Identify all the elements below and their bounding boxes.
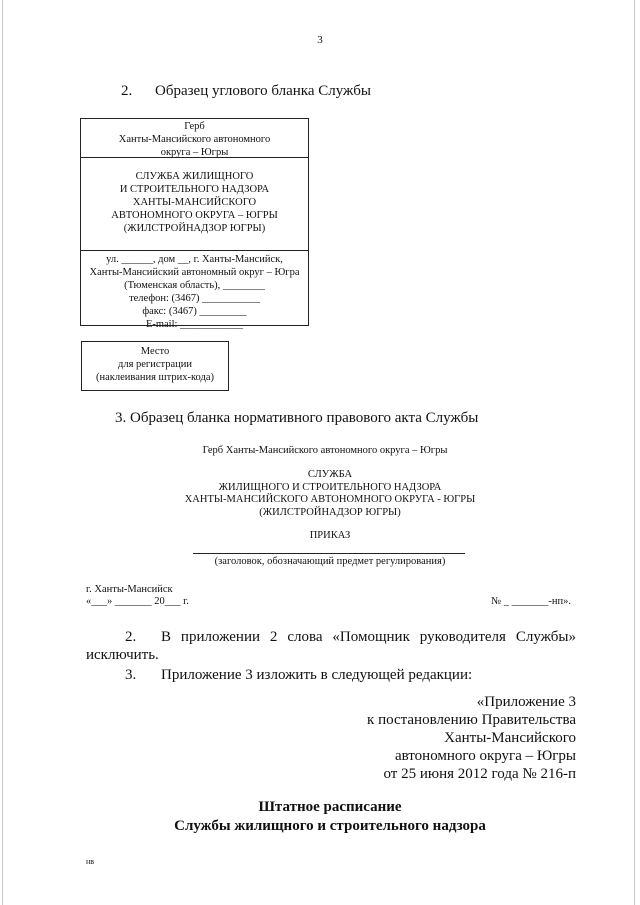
paragraph-3 (125, 666, 472, 684)
act-agency-line: (ЖИЛСТРОЙНАДЗОР ЮГРЫ) (259, 506, 401, 518)
heading-caption: (заголовок, обозначающий предмет регулирования) (214, 556, 446, 567)
paragraph-2-text: В приложении 2 слова «Помощник руководителя Службы» (161, 629, 576, 645)
section3-heading: 3. Образец бланка нормативного правового акта Службы (115, 410, 479, 426)
staff-schedule-title: Штатное расписание (258, 799, 402, 815)
corner-form-box (80, 118, 309, 330)
left-page-edge (2, 0, 3, 905)
corner-form-address (81, 250, 308, 331)
act-form-agency (110, 469, 550, 519)
act-agency-line: СЛУЖБА (307, 469, 353, 480)
paragraph-2-first-line (86, 628, 576, 646)
agency-line: (ЖИЛСТРОЙНАДЗОР ЮГРЫ) (123, 223, 266, 234)
paragraph-2-continuation: исключить. (86, 647, 159, 663)
emblem-line: Ханты-Мансийского автономного (118, 134, 271, 145)
emblem-line: Герб (184, 121, 205, 132)
section2-title: Образец углового бланка Службы (155, 83, 371, 99)
emblem-line: округа – Югры (160, 147, 229, 158)
act-city: г. Ханты-Мансийск (86, 584, 173, 595)
appendix-line: от 25 июня 2012 года № 216-п (383, 766, 576, 782)
act-doc-type: ПРИКАЗ (309, 530, 351, 541)
paragraph-3-text: Приложение 3 изложить в следующей редакции: (161, 667, 473, 683)
barcode-line: для регистрации (117, 359, 193, 370)
address-line: ул. ______, дом __, г. Ханты-Мансийск, (106, 254, 283, 265)
heading-underline (193, 553, 465, 554)
corner-form-agency (81, 157, 308, 250)
staff-schedule-subtitle: Службы жилищного и строительного надзора (174, 818, 486, 834)
act-agency-line: ЖИЛИЩНОГО И СТРОИТЕЛЬНОГО НАДЗОРА (218, 481, 442, 493)
page-number: 3 (317, 34, 323, 46)
right-page-edge (634, 0, 635, 905)
act-form-emblem: Герб Ханты-Мансийского автономного округа – Югры (202, 445, 448, 456)
address-line: E-mail: ____________ (145, 319, 244, 330)
barcode-placement-box (81, 341, 229, 391)
paragraph-2 (86, 628, 576, 664)
appendix-line: к постановлению Правительства (367, 712, 576, 728)
barcode-line: (наклеивания штрих-кода) (95, 372, 214, 383)
act-number: № _ _______-нп». (491, 596, 571, 607)
address-line: телефон: (3467) ___________ (129, 293, 260, 304)
paragraph-2-number: 2. (125, 629, 137, 645)
agency-line: СЛУЖБА ЖИЛИЩНОГО (135, 171, 254, 182)
appendix-reference (300, 693, 576, 783)
corner-form-emblem (81, 119, 308, 157)
act-date: «___» _______ 20___ г. (86, 596, 189, 607)
appendix-line: автономного округа – Югры (394, 748, 576, 764)
barcode-line: Место (140, 346, 170, 357)
agency-line: И СТРОИТЕЛЬНОГО НАДЗОРА (119, 184, 270, 195)
address-line: Ханты-Мансийский автономный округ – Югра (89, 267, 300, 278)
agency-line: ХАНТЫ-МАНСИЙСКОГО (132, 197, 257, 208)
act-agency-line: ХАНТЫ-МАНСИЙСКОГО АВТОНОМНОГО ОКРУГА - ЮГРЫ (184, 494, 476, 505)
address-line: (Тюменская область), ________ (124, 280, 265, 291)
appendix-line: Ханты-Мансийского (444, 730, 576, 746)
agency-line: АВТОНОМНОГО ОКРУГА – ЮГРЫ (111, 210, 278, 221)
staff-schedule-title-block (100, 798, 560, 836)
section2-number: 2. (121, 83, 133, 99)
footer-mark: нв (86, 857, 95, 866)
paragraph-3-number: 3. (125, 667, 137, 683)
address-line: факс: (3467) _________ (142, 306, 247, 317)
appendix-line: «Приложение 3 (476, 694, 576, 710)
section2-heading (121, 83, 371, 100)
